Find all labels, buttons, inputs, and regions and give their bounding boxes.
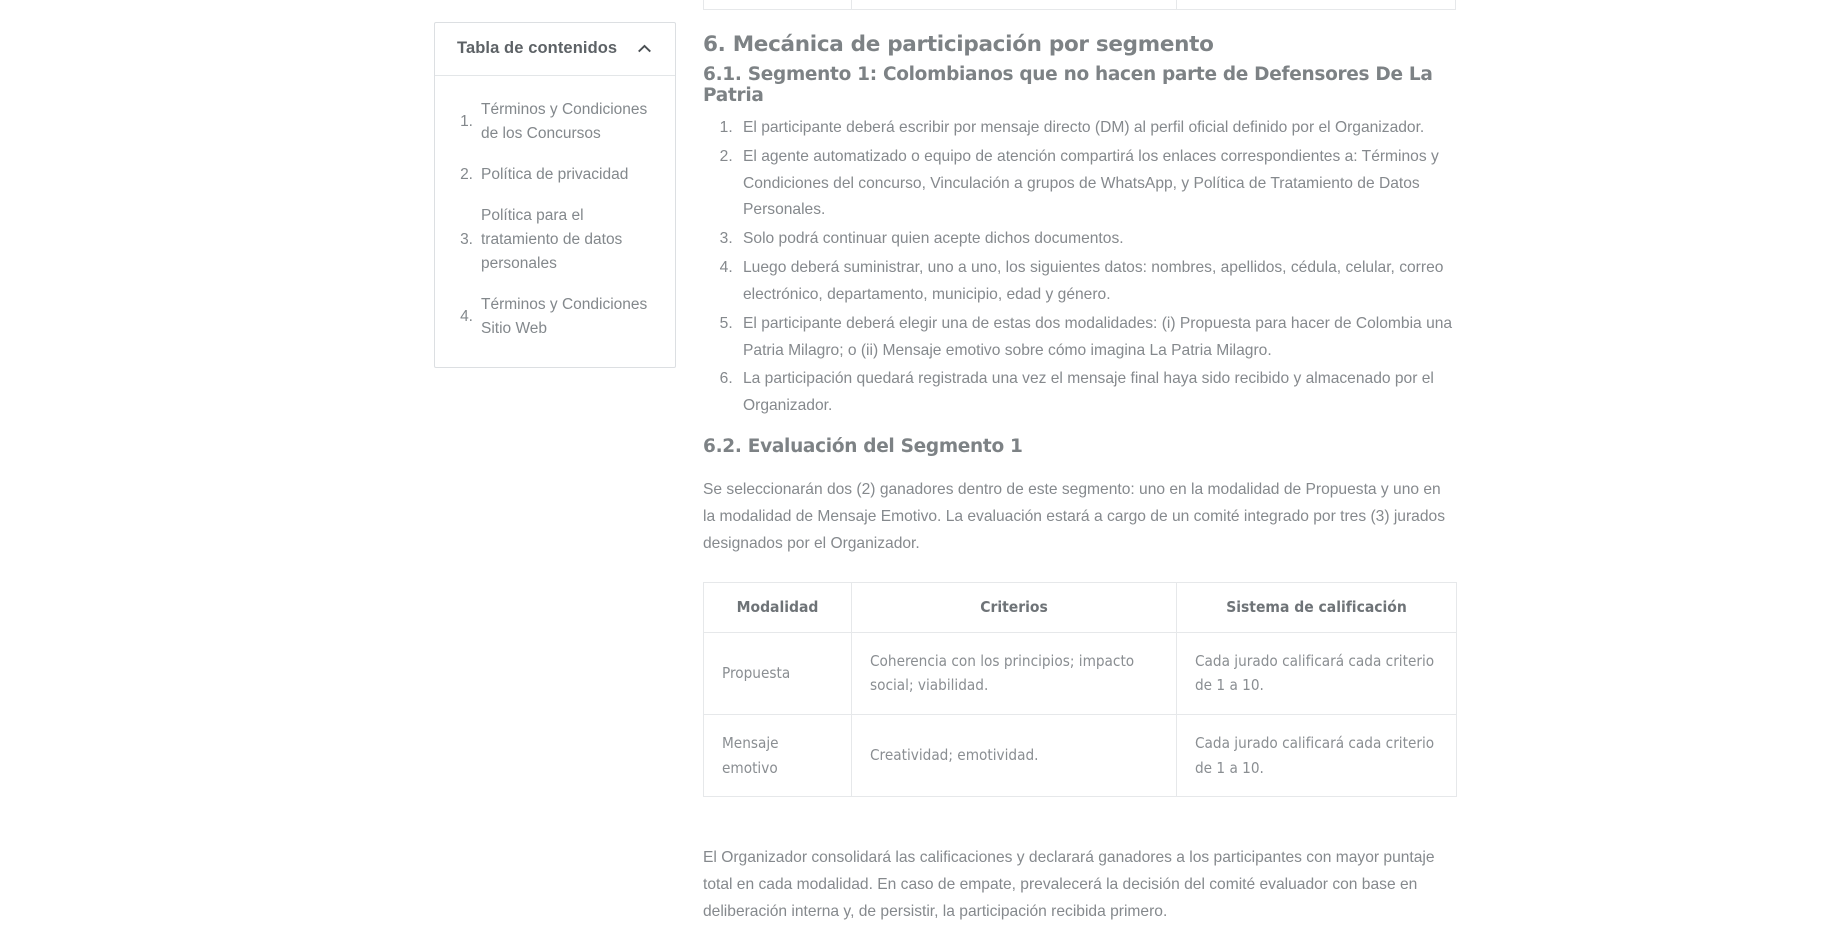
list-item: 2. El agente automatizado o equipo de atención compartirá los enlaces correspondientes a: Términos y Condiciones del concurso, Vinculación a grupos de WhatsApp, y Política de Tratamiento de Datos Personales. bbox=[737, 144, 1463, 224]
cell-criterios: Creatividad; emotividad. bbox=[852, 715, 1177, 797]
toc-item-2[interactable] bbox=[451, 163, 655, 187]
toc-body bbox=[435, 76, 675, 367]
list-item: 6. La participación quedará registrada una vez el mensaje final haya sido recibido y almacenado por el Organizador. bbox=[737, 366, 1463, 420]
column-header-criterios: Criterios bbox=[852, 582, 1177, 632]
toc-item-label[interactable]: Política de privacidad bbox=[481, 166, 629, 184]
column-header-modalidad: Modalidad bbox=[704, 582, 852, 632]
column-header-sistema-calificacion: Sistema de calificación bbox=[1177, 582, 1457, 632]
table-cell-partial bbox=[852, 0, 1177, 9]
table-of-contents-card bbox=[434, 22, 676, 368]
section-heading-6: 6. Mecánica de participación por segmento bbox=[703, 32, 1214, 57]
table-cell-partial bbox=[1177, 0, 1455, 9]
toc-list bbox=[451, 98, 655, 341]
toc-item-3[interactable] bbox=[451, 204, 655, 276]
table-row bbox=[704, 632, 1457, 714]
cell-sistema: Cada jurado calificará cada criterio de 1 a 10. bbox=[1177, 632, 1457, 714]
list-item: 5. El participante deberá elegir una de estas dos modalidades: (i) Propuesta para hacer de Colombia una Patria Milagro; o (ii) Mensaje emotivo sobre cómo imagina La Patria Milagro. bbox=[737, 311, 1463, 365]
previous-table-bottom-edge bbox=[703, 0, 1456, 10]
toc-item-4[interactable] bbox=[451, 293, 655, 341]
toc-item-label[interactable]: Términos y Condiciones de los Concursos bbox=[481, 101, 648, 143]
table-head bbox=[704, 582, 1457, 632]
main-content bbox=[703, 0, 1463, 926]
table-row bbox=[704, 715, 1457, 797]
section-heading-6-2: 6.2. Evaluación del Segmento 1 bbox=[703, 435, 1023, 457]
evaluation-paragraph: Se seleccionarán dos (2) ganadores dentro de este segmento: uno en la modalidad de Propuesta y uno en la modalidad de Mensaje Emotivo. La evaluación estará a cargo de un comité integrado por tres (3) jurados designados por el Organizador. bbox=[703, 480, 1445, 552]
toc-item-number: 4. bbox=[460, 308, 473, 326]
toc-item-number: 2. bbox=[460, 166, 473, 184]
evaluation-table bbox=[703, 582, 1457, 798]
toc-item-1[interactable] bbox=[451, 98, 655, 146]
toc-item-label[interactable]: Términos y Condiciones Sitio Web bbox=[481, 296, 648, 338]
table-header-row bbox=[704, 582, 1457, 632]
list-item: 3. Solo podrá continuar quien acepte dichos documentos. bbox=[737, 226, 1463, 253]
table-body bbox=[704, 632, 1457, 797]
toc-header-toggle[interactable] bbox=[435, 23, 675, 76]
cell-criterios: Coherencia con los principios; impacto social; viabilidad. bbox=[852, 632, 1177, 714]
list-item: 4. Luego deberá suministrar, uno a uno, los siguientes datos: nombres, apellidos, cédula, celular, correo electrónico, departamento, municipio, edad y género. bbox=[737, 255, 1463, 309]
toc-item-label[interactable]: Política para el tratamiento de datos personales bbox=[481, 207, 623, 273]
cell-modalidad: Propuesta bbox=[704, 632, 852, 714]
section-heading-6-1: 6.1. Segmento 1: Colombianos que no hacen parte de Defensores De La Patria bbox=[703, 64, 1433, 106]
cell-modalidad: Mensaje emotivo bbox=[704, 715, 852, 797]
list-item: 1. El participante deberá escribir por mensaje directo (DM) al perfil oficial definido por el Organizador. bbox=[737, 115, 1463, 142]
mechanics-list bbox=[703, 115, 1463, 420]
chevron-up-icon[interactable] bbox=[636, 40, 653, 57]
toc-item-number: 3. bbox=[460, 231, 473, 249]
final-paragraph: El Organizador consolidará las calificaciones y declarará ganadores a los participantes con mayor puntaje total en cada modalidad. En caso de empate, prevalecerá la decisión del comité evaluador con base en deliberación interna y, de persistir, la participación recibida primero. bbox=[703, 849, 1435, 921]
cell-sistema: Cada jurado calificará cada criterio de 1 a 10. bbox=[1177, 715, 1457, 797]
toc-item-number: 1. bbox=[460, 113, 473, 130]
toc-title: Tabla de contenidos bbox=[457, 39, 618, 57]
table-cell-partial bbox=[704, 0, 852, 9]
